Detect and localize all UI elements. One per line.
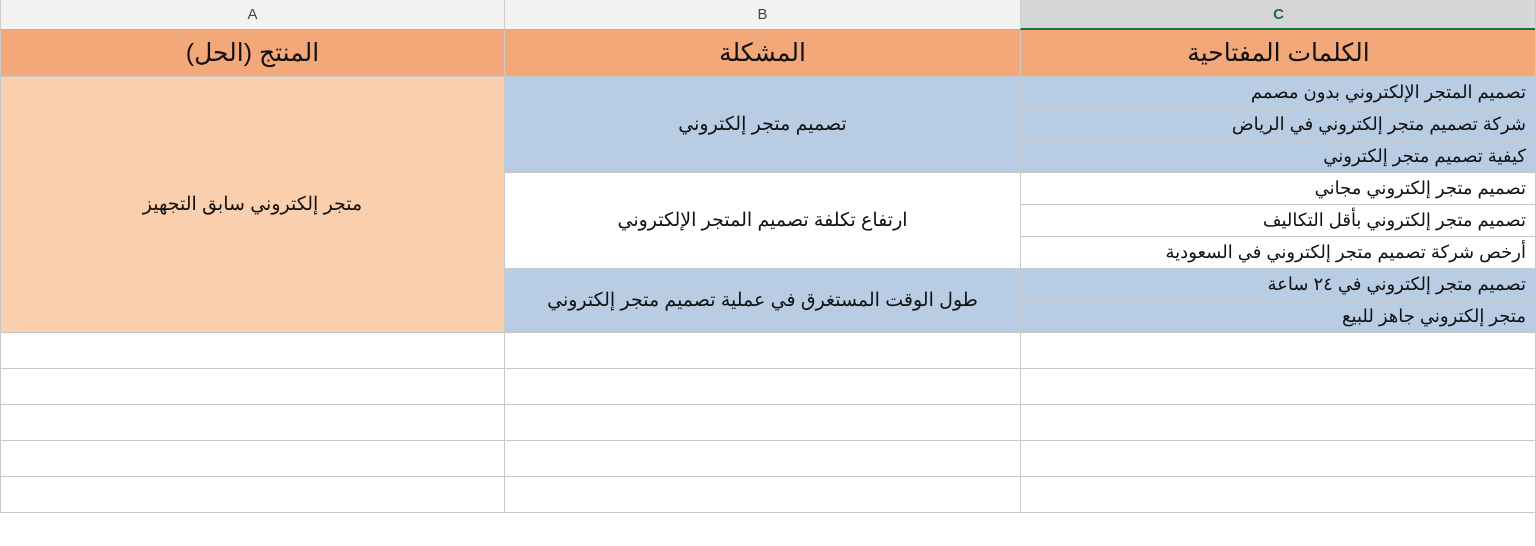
cell-keyword-text: كيفية تصميم متجر إلكتروني [1323, 146, 1526, 166]
cell-problem[interactable] [504, 77, 1020, 173]
cell-keyword[interactable] [1020, 77, 1536, 109]
cell-keyword[interactable] [1020, 109, 1536, 141]
cell-keyword[interactable] [1020, 237, 1536, 269]
grid-body [0, 30, 1536, 513]
cell-c-header-text: الكلمات المفتاحية [1187, 39, 1370, 67]
cell-problem-text: تصميم متجر إلكتروني [678, 114, 847, 135]
cell-keyword-text: شركة تصميم متجر إلكتروني في الرياض [1231, 114, 1526, 134]
cell-a-header-text: المنتج (الحل) [185, 39, 320, 67]
cell-empty[interactable] [0, 441, 504, 477]
cell-keyword[interactable] [1020, 173, 1536, 205]
cell-product[interactable] [0, 77, 504, 333]
cell-empty[interactable] [1020, 477, 1536, 513]
cell-empty[interactable] [1020, 405, 1536, 441]
cell-empty[interactable] [0, 477, 504, 513]
cell-empty[interactable] [1020, 369, 1536, 405]
column-header-row [0, 0, 1536, 30]
column-b [504, 30, 1020, 513]
cell-keyword[interactable] [1020, 301, 1536, 333]
column-header-c-label: C [1273, 5, 1284, 23]
column-header-a-label: A [247, 6, 258, 23]
cell-empty[interactable] [1020, 441, 1536, 477]
cell-problem[interactable] [504, 173, 1020, 269]
cell-empty[interactable] [1020, 333, 1536, 369]
cell-problem-text: ارتفاع تكلفة تصميم المتجر الإلكتروني [617, 210, 908, 231]
cell-c-header[interactable] [1020, 30, 1536, 77]
cell-product-text: متجر إلكتروني سابق التجهيز [142, 194, 363, 215]
cell-a-header[interactable] [0, 30, 504, 77]
cell-problem[interactable] [504, 269, 1020, 333]
cell-empty[interactable] [504, 333, 1020, 369]
cell-empty[interactable] [0, 405, 504, 441]
cell-keyword[interactable] [1020, 269, 1536, 301]
cell-empty[interactable] [504, 477, 1020, 513]
column-header-b[interactable] [504, 0, 1020, 30]
cell-keyword-text: تصميم متجر إلكتروني مجاني [1314, 178, 1526, 198]
cell-keyword[interactable] [1020, 205, 1536, 237]
cell-keyword-text: تصميم المتجر الإلكتروني بدون مصمم [1250, 82, 1526, 102]
cell-empty[interactable] [504, 441, 1020, 477]
cell-empty[interactable] [0, 333, 504, 369]
column-a [0, 30, 504, 513]
cell-keyword[interactable] [1020, 141, 1536, 173]
column-header-b-label: B [757, 6, 768, 23]
column-header-a[interactable] [0, 0, 504, 30]
cell-keyword-text: تصميم متجر إلكتروني بأقل التكاليف [1262, 210, 1526, 230]
cell-keyword-text: أرخص شركة تصميم متجر إلكتروني في السعودية [1165, 242, 1526, 262]
cell-empty[interactable] [504, 369, 1020, 405]
cell-empty[interactable] [0, 369, 504, 405]
cell-keyword-text: متجر إلكتروني جاهز للبيع [1341, 306, 1526, 326]
cell-b-header-text: المشكلة [719, 39, 806, 67]
cell-b-header[interactable] [504, 30, 1020, 77]
column-c [1020, 30, 1536, 513]
cell-empty[interactable] [504, 405, 1020, 441]
cell-keyword-text: تصميم متجر إلكتروني في ٢٤ ساعة [1267, 274, 1526, 294]
cell-problem-text: طول الوقت المستغرق في عملية تصميم متجر إلكتروني [547, 290, 978, 311]
column-header-c[interactable] [1020, 0, 1536, 30]
